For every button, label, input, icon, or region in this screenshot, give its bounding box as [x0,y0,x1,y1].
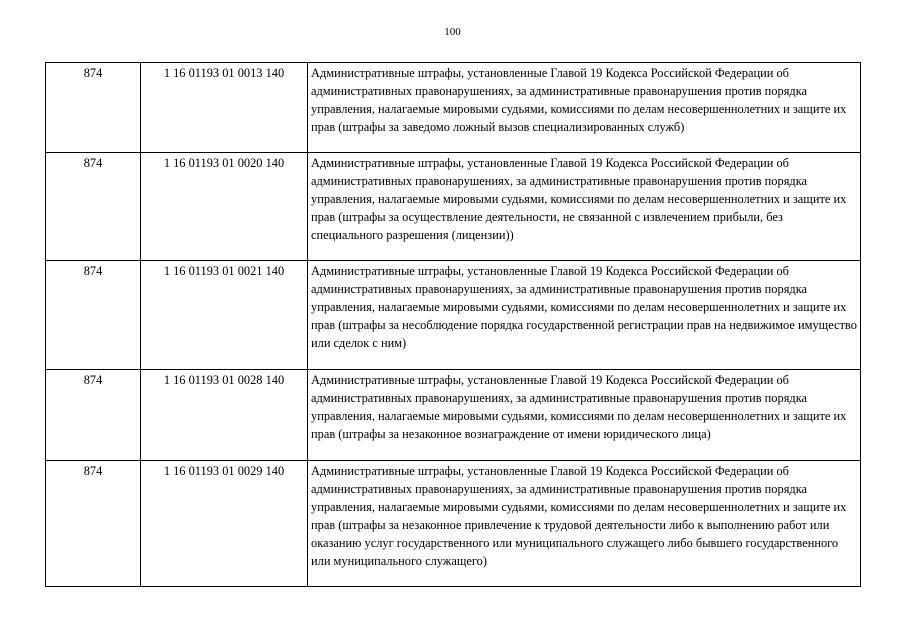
budget-code-cell: 1 16 01193 01 0021 140 [141,261,308,370]
admin-code-cell: 874 [46,461,141,587]
admin-code-cell: 874 [46,63,141,153]
budget-code-cell: 1 16 01193 01 0020 140 [141,153,308,261]
description-cell: Административные штрафы, установленные Главой 19 Кодекса Российской Федерации об административных правонарушениях, за административные правонарушения против порядка управления, налагаемые мировыми судьями, комиссиями по делам несовершеннолетних и защите их прав (штрафы за осуществление деятельности, не связанной с извлечением прибыли, без специального разрешения (лицензии)) [308,153,861,261]
budget-code-cell: 1 16 01193 01 0029 140 [141,461,308,587]
table-row [46,153,861,261]
admin-code-cell: 874 [46,153,141,261]
admin-code-cell: 874 [46,261,141,370]
description-cell: Административные штрафы, установленные Главой 19 Кодекса Российской Федерации об административных правонарушениях, за административные правонарушения против порядка управления, налагаемые мировыми судьями, комиссиями по делам несовершеннолетних и защите их прав (штрафы за незаконное вознаграждение от имени юридического лица) [308,370,861,461]
revenue-codes-table [45,62,861,587]
description-cell: Административные штрафы, установленные Главой 19 Кодекса Российской Федерации об административных правонарушениях, за административные правонарушения против порядка управления, налагаемые мировыми судьями, комиссиями по делам несовершеннолетних и защите их прав (штрафы за заведомо ложный вызов специализированных служб) [308,63,861,153]
description-cell: Административные штрафы, установленные Главой 19 Кодекса Российской Федерации об административных правонарушениях, за административные правонарушения против порядка управления, налагаемые мировыми судьями, комиссиями по делам несовершеннолетних и защите их прав (штрафы за незаконное привлечение к трудовой деятельности либо к выполнению работ или оказанию услуг государственного или муниципального служащего либо бывшего государственного или муниципального служащего) [308,461,861,587]
admin-code-cell: 874 [46,370,141,461]
budget-code-cell: 1 16 01193 01 0028 140 [141,370,308,461]
description-cell: Административные штрафы, установленные Главой 19 Кодекса Российской Федерации об административных правонарушениях, за административные правонарушения против порядка управления, налагаемые мировыми судьями, комиссиями по делам несовершеннолетних и защите их прав (штрафы за несоблюдение порядка государственной регистрации прав на недвижимое имущество или сделок с ним) [308,261,861,370]
table-row [46,461,861,587]
table-row [46,63,861,153]
table-row [46,370,861,461]
budget-code-cell: 1 16 01193 01 0013 140 [141,63,308,153]
page-number: 100 [444,26,461,38]
table-row [46,261,861,370]
